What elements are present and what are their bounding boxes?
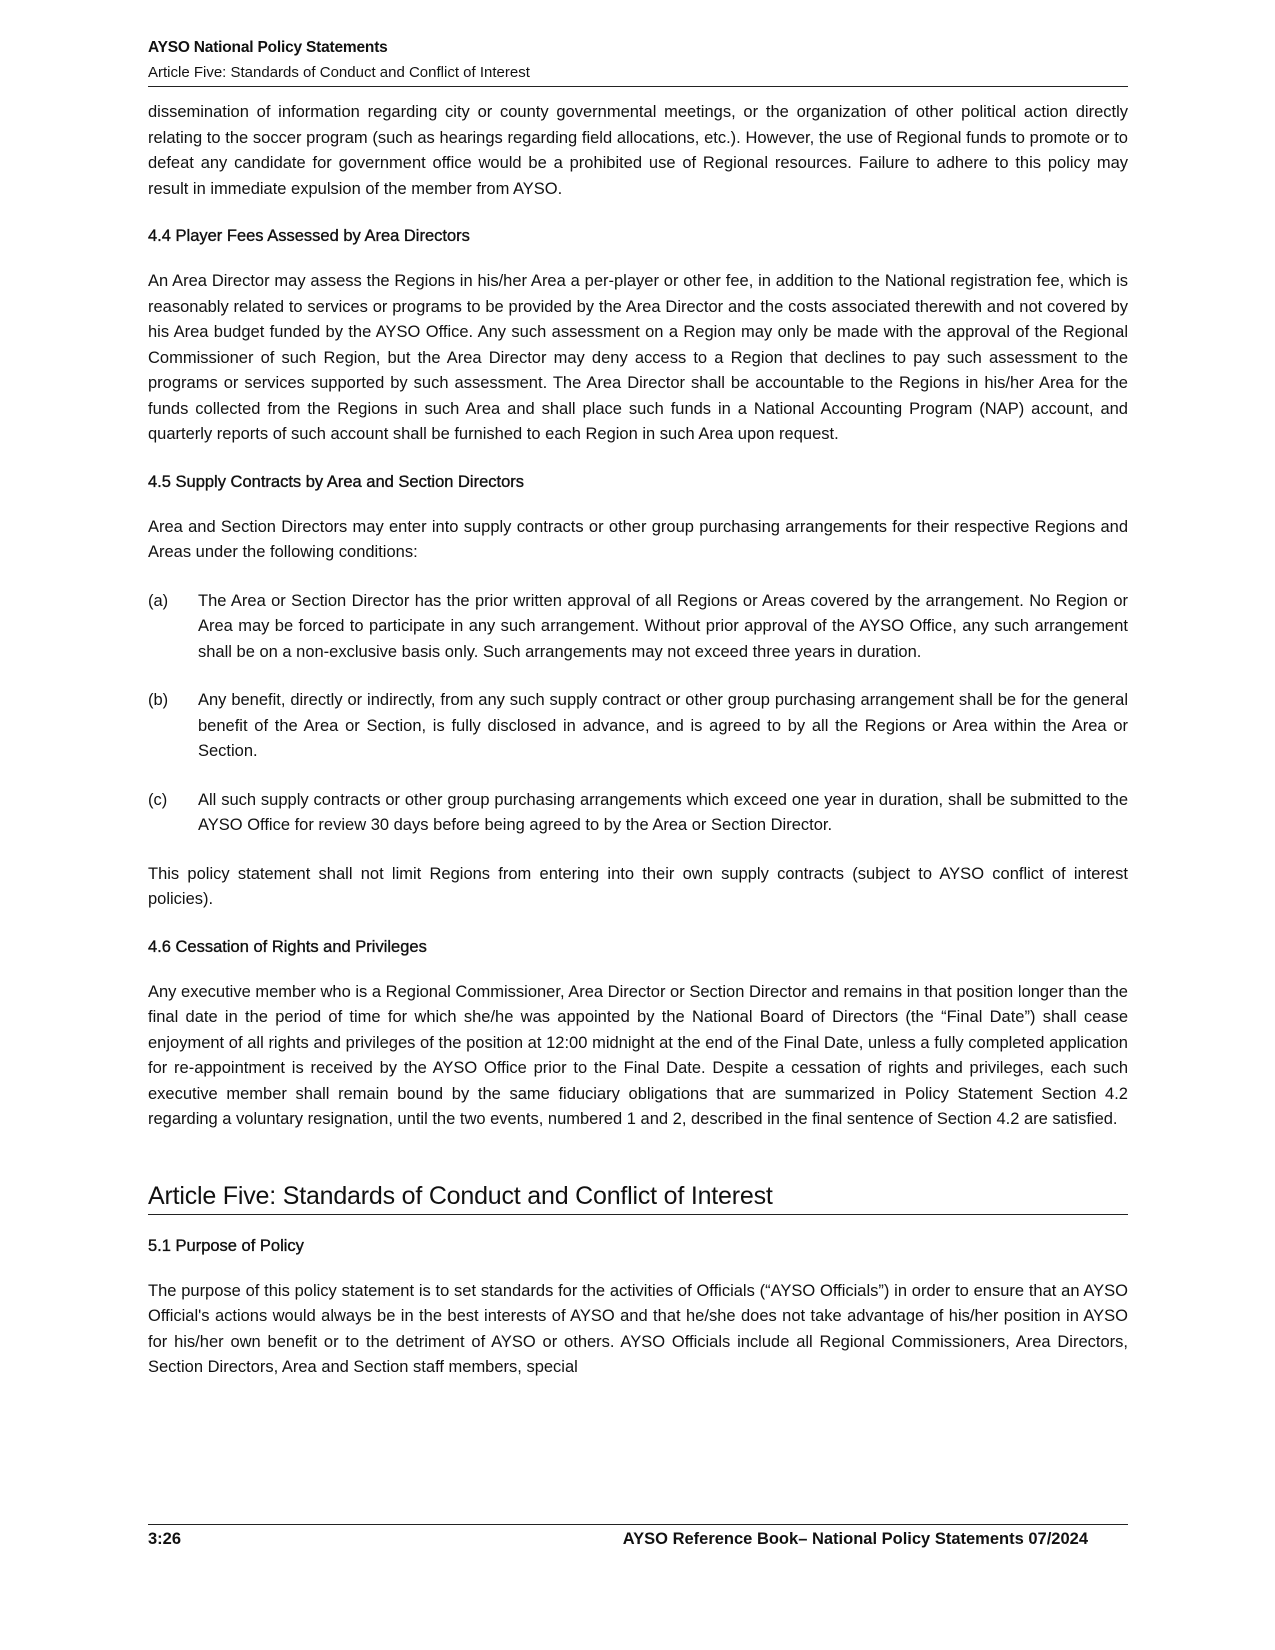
section-4-5-heading: 4.5 Supply Contracts by Area and Section Directors <box>148 472 525 491</box>
section-5-1-heading: 5.1 Purpose of Policy <box>148 1236 304 1255</box>
list-marker: (c) <box>148 790 168 809</box>
running-header <box>148 38 1128 87</box>
header-subtitle: Article Five: Standards of Conduct and Conflict of Interest <box>148 64 530 81</box>
list-marker: (a) <box>148 591 169 610</box>
footer-title: AYSO Reference Book– National Policy Statements 07/2024 <box>622 1530 1088 1548</box>
list-item <box>148 589 1128 666</box>
section-4-6-heading: 4.6 Cessation of Rights and Privileges <box>148 937 427 956</box>
section-5-1-paragraph: The purpose of this policy statement is to set standards for the activities of Officials (“AYSO Officials”) in order to ensure that an AYSO Official's actions would always be in the best interests of AYSO and that he/she does not take advantage of his/her position in AYSO for his/her own benefit or to the detriment of AYSO or others. AYSO Officials include all Regional Commissioners, Area Directors, Section Directors, Area and Section staff members, special <box>148 1281 1128 1376</box>
intro-paragraph: dissemination of information regarding city or county governmental meetings, or the organization of other political action directly relating to the soccer program (such as hearings regarding field allocations, etc.). However, the use of Regional funds to promote or to defeat any candidate for government office would be a prohibited use of Regional resources. Failure to adhere to this policy may result in immediate expulsion of the member from AYSO. <box>148 103 1128 198</box>
document-page <box>148 38 1128 1381</box>
page-content <box>148 100 1128 1381</box>
list-marker: (b) <box>148 691 169 709</box>
list-item <box>148 788 1128 839</box>
list-item <box>148 688 1128 765</box>
list-item-text: All such supply contracts or other group purchasing arrangements which exceed one year in duration, shall be submitted to the AYSO Office for review 30 days before being agreed to by the Area or Section Director. <box>198 790 1128 834</box>
section-4-4-heading: 4.4 Player Fees Assessed by Area Directors <box>148 227 470 245</box>
article-five-heading: Article Five: Standards of Conduct and Conflict of Interest <box>148 1179 1128 1215</box>
list-item-text: Any benefit, directly or indirectly, from any such supply contract or other group purchasing arrangement shall be for the general benefit of the Area or Section, is fully disclosed in advance, and is agreed to by all the Regions or Area within the Area or Section. <box>198 691 1128 760</box>
list-item-text: The Area or Section Director has the prior written approval of all Regions or Areas covered by the arrangement. No Region or Area may be forced to participate in any such arrangement. Without prior approval of the AYSO Office, any such arrangement shall be on a non-exclusive basis only. Such arrangements may not exceed three years in duration. <box>198 591 1128 661</box>
header-title: AYSO National Policy Statements <box>148 39 388 56</box>
section-4-6-paragraph: Any executive member who is a Regional Commissioner, Area Director or Section Director and remains in that position longer than the final date in the period of time for which she/he was appointed by the National Board of Directors (the “Final Date”) shall cease enjoyment of all rights and privileges of the position at 12:00 midnight at the end of the Final Date, unless a fully completed application for re-appointment is received by the AYSO Office prior to the Final Date. Despite a cessation of rights and privileges, each such executive member shall remain bound by the same fiduciary obligations that are summarized in Policy Statement Section 4.2 regarding a voluntary resignation, until the two events, numbered 1 and 2, described in the final sentence of Section 4.2 are satisfied. <box>148 982 1128 1128</box>
footer-page-number: 3:26 <box>148 1530 182 1548</box>
page-footer <box>148 1524 1128 1549</box>
section-4-5-paragraph: Area and Section Directors may enter into supply contracts or other group purchasing arrangements for their respective Regions and Areas under the following conditions: <box>148 517 1128 561</box>
section-4-4-paragraph: An Area Director may assess the Regions in his/her Area a per-player or other fee, in addition to the National registration fee, which is reasonably related to services or programs to be provided by the Area Director and the costs associated therewith and not covered by his Area budget funded by the AYSO Office. Any such assessment on a Region may only be made with the approval of the Regional Commissioner of such Region, but the Area Director may deny access to a Region that declines to pay such assessment to the programs or services supported by such assessment. The Area Director shall be accountable to the Regions in his/her Area for the funds collected from the Regions in such Area and shall place such funds in a National Accounting Program (NAP) account, and quarterly reports of such account shall be furnished to each Region in such Area upon request. <box>148 272 1128 443</box>
section-4-5-closing-paragraph: This policy statement shall not limit Regions from entering into their own supply contracts (subject to AYSO conflict of interest policies). <box>148 864 1128 908</box>
